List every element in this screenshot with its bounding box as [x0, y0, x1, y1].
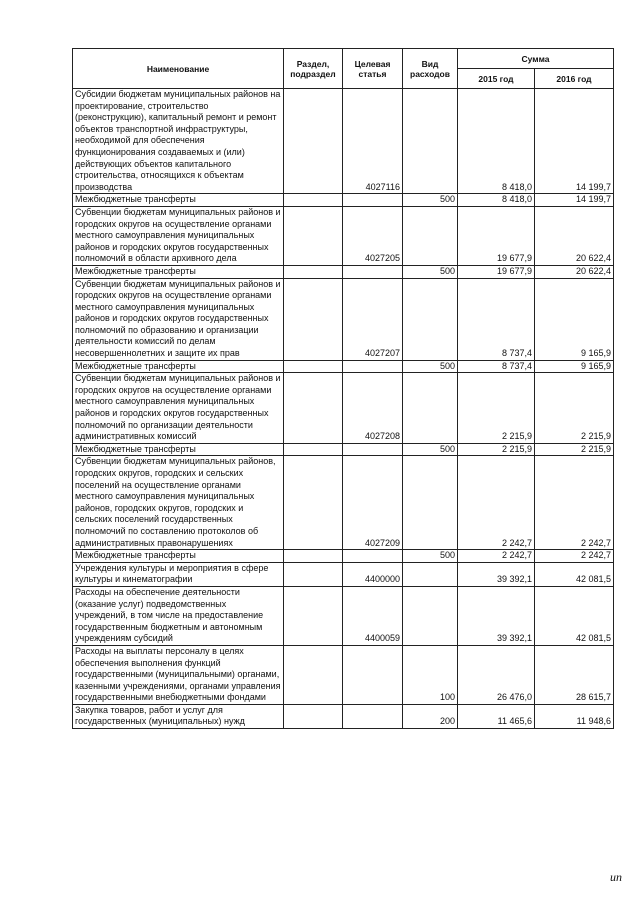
row-amount-2015: 8 737,4 [458, 278, 535, 360]
row-expense-kind [403, 562, 458, 586]
header-sum: Сумма [458, 49, 614, 69]
header-kind: Вид расходов [403, 49, 458, 89]
row-section [284, 278, 343, 360]
table-row [73, 278, 614, 360]
row-target-code: 4400000 [343, 562, 403, 586]
row-target-code: 4027116 [343, 89, 403, 194]
table-row [73, 89, 614, 194]
row-section [284, 194, 343, 207]
row-expense-kind: 500 [403, 360, 458, 373]
budget-table [72, 48, 614, 729]
row-section [284, 704, 343, 728]
row-name: Субвенции бюджетам муниципальных районов и городских округов на осуществление органами местного самоуправления муниципальных районов и городских округов государственных полномочий по организации деятельности административных комиссий [73, 373, 284, 444]
row-target-code [343, 360, 403, 373]
row-target-code [343, 194, 403, 207]
row-expense-kind [403, 206, 458, 265]
row-expense-kind [403, 586, 458, 645]
row-amount-2016: 14 199,7 [535, 194, 614, 207]
table-row [73, 265, 614, 278]
row-amount-2016: 20 622,4 [535, 206, 614, 265]
row-section [284, 443, 343, 456]
table-row [73, 550, 614, 563]
row-target-code: 4027207 [343, 278, 403, 360]
row-expense-kind: 500 [403, 550, 458, 563]
row-expense-kind: 100 [403, 645, 458, 704]
row-name: Учреждения культуры и мероприятия в сфере культуры и кинематографии [73, 562, 284, 586]
row-expense-kind: 500 [403, 265, 458, 278]
row-amount-2016: 2 215,9 [535, 373, 614, 444]
row-name: Субвенции бюджетам муниципальных районов, городских округов, городских и сельских поселений на осуществление органами местного самоуправления муниципальных районов, городских округов, городских и сельских поселений государственных полномочий по составлению протоколов об административных правонарушениях [73, 456, 284, 550]
row-name: Межбюджетные трансферты [73, 265, 284, 278]
row-amount-2016: 20 622,4 [535, 265, 614, 278]
row-name: Межбюджетные трансферты [73, 443, 284, 456]
row-expense-kind [403, 456, 458, 550]
table-row [73, 562, 614, 586]
row-target-code [343, 645, 403, 704]
table-row [73, 645, 614, 704]
page-mark: ип [610, 870, 622, 884]
row-section [284, 456, 343, 550]
row-name: Межбюджетные трансферты [73, 550, 284, 563]
row-amount-2016: 28 615,7 [535, 645, 614, 704]
row-amount-2015: 2 242,7 [458, 550, 535, 563]
table-row [73, 443, 614, 456]
row-target-code: 4027208 [343, 373, 403, 444]
header-2016: 2016 год [535, 69, 614, 89]
row-amount-2016: 2 215,9 [535, 443, 614, 456]
row-amount-2016: 2 242,7 [535, 456, 614, 550]
row-amount-2015: 26 476,0 [458, 645, 535, 704]
row-amount-2015: 39 392,1 [458, 562, 535, 586]
row-section [284, 586, 343, 645]
table-row [73, 704, 614, 728]
row-amount-2016: 9 165,9 [535, 360, 614, 373]
row-name: Субвенции бюджетам муниципальных районов и городских округов на осуществление органами местного самоуправления муниципальных районов и городских округов государственных полномочий в области архивного дела [73, 206, 284, 265]
table-row [73, 456, 614, 550]
row-amount-2016: 2 242,7 [535, 550, 614, 563]
row-section [284, 550, 343, 563]
row-target-code: 4027205 [343, 206, 403, 265]
row-amount-2016: 14 199,7 [535, 89, 614, 194]
row-amount-2015: 19 677,9 [458, 206, 535, 265]
table-row [73, 206, 614, 265]
header-target: Целевая статья [343, 49, 403, 89]
row-amount-2015: 8 737,4 [458, 360, 535, 373]
row-target-code [343, 443, 403, 456]
row-target-code: 4400059 [343, 586, 403, 645]
row-section [284, 206, 343, 265]
row-section [284, 89, 343, 194]
row-amount-2015: 2 242,7 [458, 456, 535, 550]
row-amount-2015: 39 392,1 [458, 586, 535, 645]
row-amount-2016: 9 165,9 [535, 278, 614, 360]
row-amount-2015: 2 215,9 [458, 373, 535, 444]
row-amount-2015: 11 465,6 [458, 704, 535, 728]
row-expense-kind [403, 89, 458, 194]
row-amount-2015: 8 418,0 [458, 194, 535, 207]
row-name: Субвенции бюджетам муниципальных районов и городских округов на осуществление органами местного самоуправления муниципальных районов и городских округов государственных полномочий по образованию и организации деятельности комиссий по делам несовершеннолетних и защите их прав [73, 278, 284, 360]
row-name: Межбюджетные трансферты [73, 360, 284, 373]
row-name: Расходы на выплаты персоналу в целях обеспечения выполнения функций государственными (муниципальными) органами, казенными учреждениями, органами управления государственными внебюджетными фондами [73, 645, 284, 704]
row-amount-2015: 19 677,9 [458, 265, 535, 278]
table-row [73, 586, 614, 645]
row-name: Закупка товаров, работ и услуг для государственных (муниципальных) нужд [73, 704, 284, 728]
row-name: Расходы на обеспечение деятельности (оказание услуг) подведомственных учреждений, в том числе на предоставление государственным бюджетным и автономным учреждениям субсидий [73, 586, 284, 645]
row-section [284, 645, 343, 704]
row-expense-kind: 500 [403, 194, 458, 207]
row-section [284, 373, 343, 444]
row-name: Межбюджетные трансферты [73, 194, 284, 207]
row-target-code [343, 265, 403, 278]
table-row [73, 373, 614, 444]
row-amount-2016: 42 081,5 [535, 586, 614, 645]
row-amount-2016: 11 948,6 [535, 704, 614, 728]
row-section [284, 265, 343, 278]
header-name: Наименование [73, 49, 284, 89]
row-target-code [343, 550, 403, 563]
row-amount-2015: 8 418,0 [458, 89, 535, 194]
row-name: Субсидии бюджетам муниципальных районов на проектирование, строительство (реконструкцию), капитальный ремонт и ремонт объектов транспортной инфраструктуры, необходимой для обеспечения функционирования создаваемых и (или) действующих объектов капитального строительства, относящихся к объектам производства [73, 89, 284, 194]
row-expense-kind [403, 373, 458, 444]
table-row [73, 194, 614, 207]
header-2015: 2015 год [458, 69, 535, 89]
row-section [284, 360, 343, 373]
row-amount-2015: 2 215,9 [458, 443, 535, 456]
row-expense-kind: 500 [403, 443, 458, 456]
row-section [284, 562, 343, 586]
row-target-code [343, 704, 403, 728]
row-target-code: 4027209 [343, 456, 403, 550]
row-amount-2016: 42 081,5 [535, 562, 614, 586]
header-section: Раздел, подраздел [284, 49, 343, 89]
row-expense-kind: 200 [403, 704, 458, 728]
table-row [73, 360, 614, 373]
row-expense-kind [403, 278, 458, 360]
